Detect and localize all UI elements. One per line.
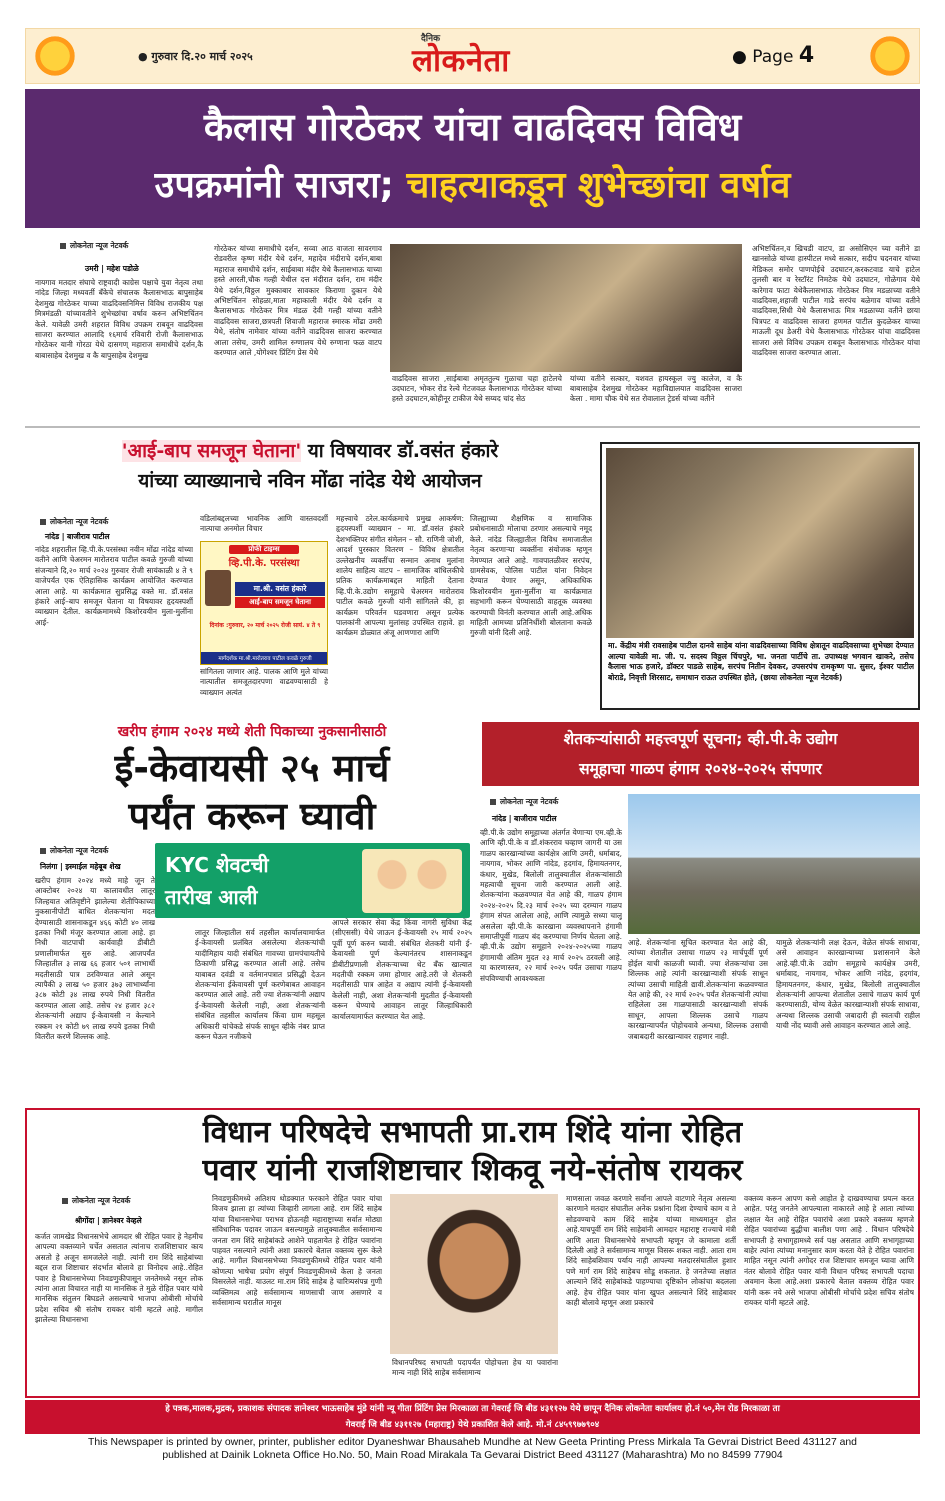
story3-headline-line1: ई-केवायसी २५ मार्च [114, 746, 390, 790]
story5-headline-line2: पवार यांनी राजशिष्टाचार शिकवू नये-संतोष रायकर [202, 1153, 743, 1188]
poster-speaker-photo [205, 570, 231, 606]
masthead-prefix: दैनिक [421, 34, 441, 44]
issue-date: ● गुरुवार दि.२० मार्च २०२५ [138, 50, 253, 63]
page-number: ● Page 4 [732, 43, 815, 68]
story2-column-2-bottom: सांगितला जाणार आहे. पालक आणि मुले यांच्या नात्यातील समजूतदारपणा वाढवण्यासाठी हे व्याख्यान अत्यंत [200, 667, 328, 697]
imprint-english [25, 1436, 920, 1462]
story1-headline-line2a: उपक्रमांनी साजरा; [154, 165, 394, 206]
kyc-banner [155, 843, 470, 918]
byline-marker-icon [40, 848, 46, 854]
story5-headline-line1: विधान परिषदेचे सभापती प्रा.राम शिंदे यांना रोहित [202, 1115, 743, 1150]
story4-headline-line2: समूहाचा गाळप हंगाम २०२४-२०२५ संपणार [579, 760, 822, 778]
poster-topic: आई-बाप समजून घेताना [235, 597, 325, 608]
byline-marker-icon [490, 799, 496, 805]
story1-column-4: अभिष्टचिंतन,व खिचडी वाटप, डा असोसिएन च्या वतीने डा खानसोळे यांच्या हास्पीटल मध्ये सत्कार, सदीप चदनवार यांच्या मेडिकल समोर पाणपोईचे उदघाटन,करकटवाड याचे हाटेल तुलसी बार व रेस्टॉरंट निमटेक येथे उदघाटन, गोळेगाव येथे कारेगाव फाटा येथेकैलासभाऊ गोरठेकर मित्र मडळाच्या वतीने वाढदिवस,शहाजी पाटील गाढे सरपंच बळेगाव यांच्या वतीने वाढदिवस,सिधी येथे कैलासभाऊ मित्र मडळाच्या वतीने छाया चित्रपट व वाढदिवस साजरा हणमत पाटील कुदळेकर याच्या माऊली दूध डेअरी येथे कैलासभाऊ गोरठेकर यांचा वाढदिवस साजरा असे विविध उपक्रम राबवून कैलासभाऊ गोरठेकर यांचा वाढदिवस साजरा करण्यात आला. [752, 244, 920, 358]
section-divider [25, 426, 920, 428]
kyc-banner-line1: KYC शेवटची [165, 853, 269, 877]
story1-byline-text: लोकनेता न्यूज नेटवर्क [70, 241, 129, 250]
story3-headline-line2: पर्यंत करून घ्यावी [128, 794, 376, 838]
story4-byline-text: लोकनेता न्यूज नेटवर्क [500, 797, 559, 806]
story2-column-3: महत्त्वाचे ठरेल.कार्यक्रमाचे प्रमुख आकर्षण: हृदयस्पर्शी व्याख्यान – मा. डॉ.वसंत हंकारे देशभक्तिपर संगीत संमेलन – सौ. राणिनी जोशी, आदर्श पुरस्कार वितरण – विविध क्षेत्रातील उल्लेखनीय व्यक्तींचा सन्मान अनाथ मुलांना शालेय साहित्य वाटप – सामाजिक बांधिलकीचे प्रतिक कार्यक्रमाबद्दल माहिती देताना व्हि.पी.के.उद्योग समूहाचे चेअरमन मारोतराव पाटील कवळे गुरुजी यांनी सांगितले की, हा कार्यक्रम परिवर्तन घडवणारा असून प्रत्येक पालकांनी आपल्या मुलांसह उपस्थित राहावे. हा कार्यक्रम डोळ्यात अंजू आणणारा आणि [336, 514, 464, 638]
story1-byline [60, 241, 210, 251]
byline-marker-icon [60, 243, 66, 249]
story1-headline-line2 [25, 157, 920, 215]
portrait-photo [390, 1194, 558, 1354]
story2-photo-caption: मा. केंद्रीय मंत्री रावसाहेब पाटील दानवे साहेब यांना वाढदिवसाच्या विविध क्षेत्रातून वाढदिवसाच्या शुभेच्छा देण्यात आल्या यावेळी मा. जी. प. सदस्य विठ्ठल चिंचपुरे, भा. जनता पार्टीचे ता. उपाध्यक्ष भगवान खाकरे, तसेच कैलास भाऊ हजारे, डॉक्टर पाडळे साहेब, सरपंच नितीन देवकर, उपसरपंच रामकृष्ण पा. सुसर, ईश्वर पाटील बोराडे, निवृत्ती शिरसाट, समाधान राऊत उपस्थित होते, (छाया लोकनेता न्यूज नेटवर्क) [608, 641, 914, 682]
story2-column-4: जिल्ह्याच्या शैक्षणिक व सामाजिक प्रबोधनासाठी मोलाचा ठरणार असल्याचे नमूद केले. नांदेड जिल्ह्यातील विविध समाजातील नेतृत्व करणाऱ्या व्यक्तींना संयोजक म्हणून नेमण्यात आले आहे. गावपातळीवर सरपंच, ग्रामसेवक, पोलिस पाटील यांना निवेदन देण्यात येणार असून, अधिकाधिक किशोरवयीन मुला-मुलींना या कार्यक्रमात सहभागी करून घेण्यासाठी वाहतूक व्यवस्था करण्याची विनंती करण्यात आली आहे.अधिक माहिती आमच्या प्रतिनिधींशी बोलताना कवळे गुरुजी यांनी दिली आहे. [470, 514, 592, 638]
poster-org: व्हि.पी.के. परसंस्था [228, 558, 300, 569]
poster-venue: दिनांक :गुरुवार, २० मार्च २०२५ रोजी सायं. ४ ते ९ [209, 622, 321, 629]
story2-photo-box [600, 442, 920, 710]
story3-column-2: लातूर जिल्हातील सर्व तहसील कार्यालयामार्फत ई-केवायसी प्रलंबित असलेल्या शेतकऱ्यांची यादीमिहाय यादी संबंधित गावच्या ग्रामपंचायतीचे ठिकाणी प्रसिद्ध करण्यात आली आहे. तसेच याबाबत दवंडी व वर्तमानपत्रात प्रसिद्धी देऊन शेतकऱ्यांना ईकेवायसी पूर्ण करणेबाबत आवाहन करण्यात आले आहे. तरी ज्या शेतकऱ्यांनी अद्याप ई-केवायसी केलेली नाही, अशा शेतकऱ्यांनी संबंधित तहसील कार्यालय किंवा ग्राम महसूल अधिकारी यांचेकडे संपर्क साधून व्हीके नंबर प्राप्त करून घेऊन नजीकचे [195, 928, 325, 1042]
story4-column-1: व्ही.पी.के उद्योग समूहाच्या अंतर्गत येणाऱ्या एम.व्ही.के आणि व्ही.पी.के व डॉ.शंकरराव चव्हाण जागरी या उस गाळप कारखान्यांच्या कार्यक्षेत्र आणि उमरी, धर्माबाद, नायगाव, भोकर आणि नांदेड, हदगांव, हिमायतनगर, कंधार, मुखेड, बिलोली तालुक्यातील शेतकऱ्यांसाठी महत्वाची सूचना जारी करण्यात आली आहे. शेतकऱ्यांना कळवण्यात येत आहे की, गाळप हंगाम २०२४-२०२५ दि.२३ मार्च २०२५ च्या दरम्यान गाळप हंगाम संपत आलेला आहे, आणि त्यामुळे सध्या चालू असलेला व्ही.पी.के कारखाना व्यवस्थापनाने हंगामी समाप्तीपूर्वी गाळप बंद करण्याचा निर्णय घेतला आहे. व्ही.पी.के उद्योग समूहाने २०२४-२०२५च्या गाळप हंगामाची अंतिम मुदत २३ मार्च २०२५ ठरवली आहे. या कारणास्तव, २२ मार्च २०२५ पर्यंत उसाचा गाळप संपविण्याची आवश्यकता [480, 828, 622, 983]
sun-left-icon [32, 33, 78, 79]
story1-column-2: गोरठेकर यांच्या समाधीचे दर्शन, सव्वा आठ वाजता सावरगाव रोडवरील कृष्ण मंदीर येथे दर्शन, महादेव मंदीराचे दर्शन,बाबा महाराज समाधीचे दर्शन, साईबाबा मंदीर येथे कैलासभाऊ याच्या हस्ते आरती,चौक गल्ही येथील दत्त मंदीरात दर्शन, राम मंदीर येथे दर्शन,विठ्ठल मुक्काबार सावकार किराणा दुकान येथे अभिष्टचिंतन सोहळा,माता महाकाली मंदीर येथे दर्शन व कैलासभाऊ गोरठेकर मित्र मंडळ देवी गल्ही यांच्या वतीने वाढदिवस साजरा,छत्रपती शिवाजी महाराज स्मारक मोंढा उमरी येथे, संतोष नामेवार यांच्या वतीने वाढदिवस साजरा करण्यात आला तसेच, उमरी शामिल रुग्णालय येथे रुग्णाना फळ वाटप करण्यात आले ,योगेश्वर प्रिंटिंग प्रेस येथे [214, 244, 382, 358]
sun-right-icon [867, 33, 913, 79]
story1-photo-caption-a: वाढदिवस साजरा ,साईबाबा अमृततुल्य गुळाचा चहा हाटेलचे उदघाटन, भोकर रोड रेल्वे गेटजवळ कैलासभाऊ गोरठेकर यांच्या हस्ते उदघाटन,कोहीनूर टाकीज येथे सय्यद चांद सेठ [392, 374, 562, 404]
event-poster [200, 541, 328, 665]
story1-headline-line1: कैलास गोरठेकर यांचा वाढदिवस विविध [203, 105, 742, 149]
story2-felicitation-photo [606, 448, 914, 638]
byline-marker-icon [40, 519, 46, 525]
story4-dateline: नांदेड | बाजीराव पाटील [492, 814, 557, 823]
story2-column-1: नांदेड शहरातील व्हि.पी.के.परसंस्था नवीन मोंढा नांदेड यांच्या वतीने आणि चेअरमन मारोतराव पाटील कवळे गुरुजी यांच्या संजन्याने दि,२० मार्च २०२४ गुरुवार रोजी सायंकाळी ४ ते ९ वाजेपर्यंत एक ऐतिहासिक कार्यक्रम आयोजित करण्यात आला आहे. या कार्यक्रमात सुप्रसिद्ध वक्ते मा. डॉ.वसंत हंकारे आई–बाप समजून घेताना या विषयावर हृदयस्पर्शी व्याख्यान देतील. कार्यक्रमामध्ये किशोरवयीन मुला-मुलींना आई- [35, 545, 193, 627]
imprint-english-line2: published at Dainik Lokneta Office Ho.No. 50, Main Road Mirakala Ta Gevarai District Beed 431127 (Maharashtra) Mo no 84599 77904 [162, 1450, 783, 1461]
story5-headline [27, 1114, 918, 1190]
farmer-illustration-icon [362, 849, 462, 913]
story2-byline-text: लोकनेता न्यूज नेटवर्क [50, 517, 109, 526]
story1-headline-line2b: चाहत्याकडून शुभेच्छांचा वर्षाव [406, 165, 791, 206]
story3-byline-text: लोकनेता न्यूज नेटवर्क [50, 846, 109, 855]
story1-group-photo [390, 244, 742, 372]
story3-column-3: आपले सरकार सेवा केंद्र किंवा नागरी सुविधा केंद्र (सीएससी) येथे जाऊन ई-केवायसी २५ मार्च २०२५ पूर्वी पूर्ण करुन घ्यावी. संबंधित शेतकरी यांनी ई-केवायसी पूर्ण केल्यानंतरच शासनाकडून डीबीटीप्रणाली शेतकऱ्याच्या थेट बँक खात्यात मदतीची रक्कम जमा होणार आहे.तरी जे शेतकरी मदतीसाठी पात्र आहेत व अद्याप त्यांनी ई-केवायसी केलेली नाही, अशा शेतकऱ्यांनी मुदतीत ई-केवायसी करून घेण्याचे आवाहन लातूर जिल्हाधिकारी कार्यालयामार्फत करण्यात येत आहे. [332, 918, 472, 1021]
story4-column-3: यामुळे शेतकऱ्यांनी लक्ष देऊन, वेळेत संपर्क साधावा, असे आवाहन कारखान्याच्या प्रशासनाने केले आहे.व्ही.पी.के उद्योग समूहाचे कार्यक्षेत्र उमरी, धर्माबाद, नायगाव, भोकर आणि नांदेड, हदगांव, हिमायतनगर, कंधार, मुखेड, बिलोली तालुक्यातील शेतकऱ्यांनी आपल्या शेतातील उसाचे गाळप कार्य पूर्ण करण्यासाठी, योग्य वेळेत कारखान्याशी संपर्क साधावा, अन्यथा शिल्लक उसाची जबादारी ही स्वतःची राहील याची नोंद घ्यावी असे आवाहन करण्यात आले आहे. [776, 938, 920, 1031]
story2-byline [40, 517, 190, 527]
masthead [25, 28, 920, 84]
story4-headline-banner [482, 722, 919, 786]
story1-photo-caption-b: यांच्या वतीने सत्कार, यशवत हायस्कूल ज्यु कालेज, व कै बाबासाहेब देशमुख गोरठेकर महाविद्यालयात वाढदिवस साजरा केला . मामा चौक येथे सत रोवालाल ट्रेडर्स यांच्या वतीने [570, 374, 742, 404]
page-label: Page [752, 47, 794, 67]
issue-date-text: गुरुवार दि.२० मार्च २०२५ [151, 50, 253, 63]
poster-footer: मार्गदर्शक मा.श्री.मारोतराव पाटील कवळे गुरुजी [201, 652, 328, 664]
story1-dateline: उमरी | महेश पडोळे [85, 264, 139, 273]
masthead-title: लोकनेता [412, 43, 510, 79]
story4-column-2: आहे. शेतकऱ्यांना सूचित करण्यात येत आहे की, त्यांच्या शेतातील उसाचा गाळप २३ मार्चपूर्वी पूर्ण होईल याची काळजी घ्यावी. ज्या शेतकऱ्यांचा उस शिल्लक आहे त्यांनी कारखान्याशी संपर्क साधून त्यांच्या उसाची माहिती द्यावी.शेतकऱ्यांना कळवण्यात येत आहे की, २२ मार्च २०२५ पर्यंत शेतकऱ्यांनी त्यांचा राहिलेला उस गाळपासाठी कारखान्याशी संपर्क साधून, आपला शिल्लक उसाचे गाळप कारखान्यापर्यंत पोहोचवावे अन्यथा, शिल्लक उसाची जबाबदारी कारखान्यावर राहणार नाही. [628, 938, 768, 1041]
byline-marker-icon [62, 1198, 68, 1204]
imprint-bar [25, 1400, 920, 1434]
story5-column-2: निवडणुकीमध्ये अतिशय थोडक्यात फरकाने रोहित पवार यांचा विजय झाला हा त्यांच्या जिव्हारी लागला आहे. राम शिंदे साहेब यांचा विधानसभेचा पराभव होऊनही महाराष्ट्राच्या सर्वात मोठ्या संविधानिक पदावर जाऊन बसल्यामुळे तालुक्यातील सर्वसामान्य जनता राम शिंदे साहेबांकडे आशेने पाहतायेत हे रोहित पवारांना पाहवत नसल्याने त्यांनी अशा प्रकारचे बेताल वक्तव्य सुरू केले आहे. मागील विधानसभेच्या निवडणुकीमध्ये रोहित पवार यांनी कोणत्या भाषेचा प्रयोग संपूर्ण निवडणुकीमध्ये केला हे जनता विसरलेले नाही. याउलट मा.राम शिंदे साहेब हे चारित्र्यसंपन्न गुणी व्यक्तिमत्व आहे सर्वसामान्य माणसाची जाण असणारे व सर्वसामान्य घरातील मानूस [212, 1194, 382, 1308]
story5-photo-caption: विधानपरिषद सभापती पदापर्यंत पोहोचला हेच या पवारांना मान्य नाही शिंदे साहेब सर्वसामान्य [392, 1358, 558, 1378]
story4-byline [490, 797, 620, 807]
story5-column-3: माणसाला जवळ करणारे सर्वांना आपले वाटणारे नेतृत्व असल्या कारणाने मतदार संघातील अनेक प्रश्नांना दिशा देण्याचे काम व ते सोडवण्याचे काम शिंदे साहेब यांच्या माध्यमातून होत आहे.याचपूर्वी राम शिंदे साहेबांनी आमदार महाराष्ट्र राज्याचे मंत्री आणि आता विधानसभेचे सभापती म्हणून जे कामाला शर्ती दिलेली आहे ते सर्वसामान्य माणूस विसरू शकत नाही. आता राम शिंदे साहेबशिवाय पर्याय नाही आपल्या मतदारसंघातील हुशार पणे मार्ग राम शिंदे साहेबच सोडू शकतात. हे जनतेच्या लक्षात आल्याने शिंदे साहेबांकडे पाहण्याचा दृष्टिकोन लोकांचा बदलला आहे. हेच रोहित पवार यांना खुपत असल्याने शिंदे साहेबावर काही बोलावे म्हणून अशा प्रकारचे [566, 1194, 736, 1308]
story3-kicker: खरीप हंगाम २०२४ मध्ये शेती पिकाच्या नुकसानीसाठी [117, 724, 387, 740]
story5-column-4: वक्तव्य करून आपण कसे आहोत हे दाखवण्याचा प्रयत्न करत आहेत. परंतु जनतेने आपल्याला नाकारले आहे हे आता त्यांच्या लक्षात येत आहे रोहित पवारांचे अशा प्रकारे वक्तव्य म्हणजे रोहित पवारांच्या बुद्धीचा बालीश पणा आहे . विधान परिषदेचे सभापती हे सभागृहामध्ये सर्व पक्ष असतात आणि सभागृहाच्या बाहेर त्यांना त्यांच्या मनानुसार काम करता येते हे रोहित पवारांना माहित नसून त्यांनी अगोदर राज शिष्टाचार समजून घ्यावा आणि नंतर बोलावे रोहित पवार यांनी विधान परिषद सभापती पदाचा अवमान केला आहे.अशा प्रकारचे बेताल वक्तव्य रोहित पवार यांनी करू नये असे भाजपा ओबीसी मोर्चाचे प्रदेश सचिव संतोष रायकर यांनी म्हटले आहे. [744, 1194, 914, 1308]
story1-headline-banner [25, 89, 920, 228]
story3-column-1: खरीप हंगाम २०२४ मध्ये माहे जून ते आक्टोबर २०२४ या कालावधीत लातूर जिल्हयात अतिवृष्टीने झालेल्या शेतीपिकाच्या नुकसानीपोटी बाधित शेतकऱ्यांना मदत देण्यासाठी शासनाकडून ४६६ कोटी ४० लाख इतका निधी मंजूर करण्यात आला आहे. हा निधी वाटपाची कार्यवाही डीबीटी प्रणालीमार्फत सुरु आहे. आजपर्यंत जिल्हातील ३ लाख ६६ हजार ५०१ लाभार्थी मदतीसाठी पात्र ठरविण्यात आले असून त्यापैकी ३ लाख ५० हजार ३७३ लाभार्थ्यांना ३८७ कोटी ३४ लाख रुपये निधी वितरीत करण्यात आला आहे. तसेच २४ हजार ३८२ शेतकऱ्यांनी अद्याप ई-केवायसी न केल्याने रक्कम २१ कोटी ७९ लाख रुपये इतका निधी वितरीत करणे शिल्लक आहे. [35, 876, 155, 1042]
story2-headline-quote: 'आई-बाप समजून घेताना' [121, 440, 302, 462]
story3-dateline: निलंगा | इस्माईल महेबूब शेख [40, 862, 121, 871]
imprint-marathi-line2: गेवराई जि बीड ४३११२७ (महाराष्ट्र) येथे प्रकाशित केले आहे. मो.नं ८४५९९७७९०४ [345, 1420, 600, 1430]
sugar-factory-photo [628, 794, 920, 934]
story5-byline [62, 1196, 202, 1206]
poster-badge: प्रोफी टाइम्स [229, 545, 299, 554]
page-number-value: 4 [798, 43, 815, 68]
story2-headline-line2: यांच्या व्याख्यानाचे नविन मोंढा नांदेड येथे आयोजन [138, 470, 482, 492]
poster-speaker: मा.श्री. वसंत हंकारे [235, 582, 325, 596]
story2-dateline: नांदेड | बाजीराव पाटील [45, 532, 110, 541]
story2-headline-rest: या विषयावर डॉ.वसंत हंकारे [301, 440, 499, 462]
story5-dateline: श्रीगोंदा | ज्ञानेश्वर वेव्हले [75, 1216, 142, 1225]
story5-byline-text: लोकनेता न्यूज नेटवर्क [72, 1196, 131, 1205]
story2-headline [25, 436, 595, 496]
story4-headline-line1: शेतकऱ्यांसाठी महत्त्वपूर्ण सूचना; व्ही.पी.के उद्योग [563, 730, 838, 748]
imprint-marathi-line1: हे पत्रक,मालक,मुद्रक, प्रकाशक संपादक ज्ञानेश्वर भाऊसाहेब मुंडे यांनी न्यू गीता प्रिंटिंग प्रेस मिरकाळा ता गेवराई जि बीड ४३११२७ येथे छापून दैनिक लोकनेता कार्यालय हो.नं ५०,मेन रोड मिरकाळा ता [165, 1404, 780, 1414]
story2-column-2-top: वडिलांबद्दलच्या भावनिक आणि वास्तवदर्शी नात्याचा अनमोल विचार [200, 514, 328, 534]
story1-column-1: नायगाव मतदार संघाचे राष्ट्रवादी काग्रेस पक्षाचे युवा नेतृत्व तथा नांदेड जिल्हा मध्यवर्ती बँकेचे संचालक कैलासभाऊ बापुसाहेब देशमुख गोरठेकर याच्या वाढदिवसनिमित्त विविध राजकीय पक्ष मित्रमंडळी यांच्यावतीने शुभेच्छांचा वर्षाव करुन अभिष्टचिंतन केले. यावेळी उमरी शहरात विविध उपक्रम राबवून वाढदिवस साजरा करण्यात आलादि १६मार्च रविवारी रोजी कैलासभाऊ गोरठेकर यानी गोरठा येथे दासगण् महाराज समाधीचे दर्शन,कै बाबासाहेब देशमुख व कै बापुसाहेब देशमुख [35, 278, 203, 360]
story5-column-1: कर्जत जामखेड विधानसभेचे आमदार श्री रोहित पवार हे नेहमीच आपल्या वक्तव्याने चर्चेत असतात त्यांनाच राजशिष्टाचार काय असतो हे अजून समजलेले नाही. त्यांनी राम शिंदे साहेबांच्या बद्दल राज शिष्टाचार संदर्भात बोलावे हा विनोदच आहे..रोहित पवार हे विधानसभेच्या निवडणुकीपासून जनतेमध्ये नसून लोक त्यांना आता विचारत नाही या मानसिक ते मुळे रोहित पवार यांचे मानसिक संतुलन बिघडले असल्याचे भाजपा ओबीसी मोर्चाचे प्रदेश सचिव श्री संतोष रायकर यांनी म्हटले आहे. मागील झालेल्या विधानसभा [35, 1232, 203, 1325]
imprint-english-line1: This Newspaper is printed by owner, printer, publisher editor Dyaneshwar Bhausaheb Mundhe at New Geeta Printing Press Mirkala Ta Gevrai District Beed 431127 and [88, 1437, 857, 1448]
kyc-banner-line2: तारीख आली [165, 885, 258, 909]
